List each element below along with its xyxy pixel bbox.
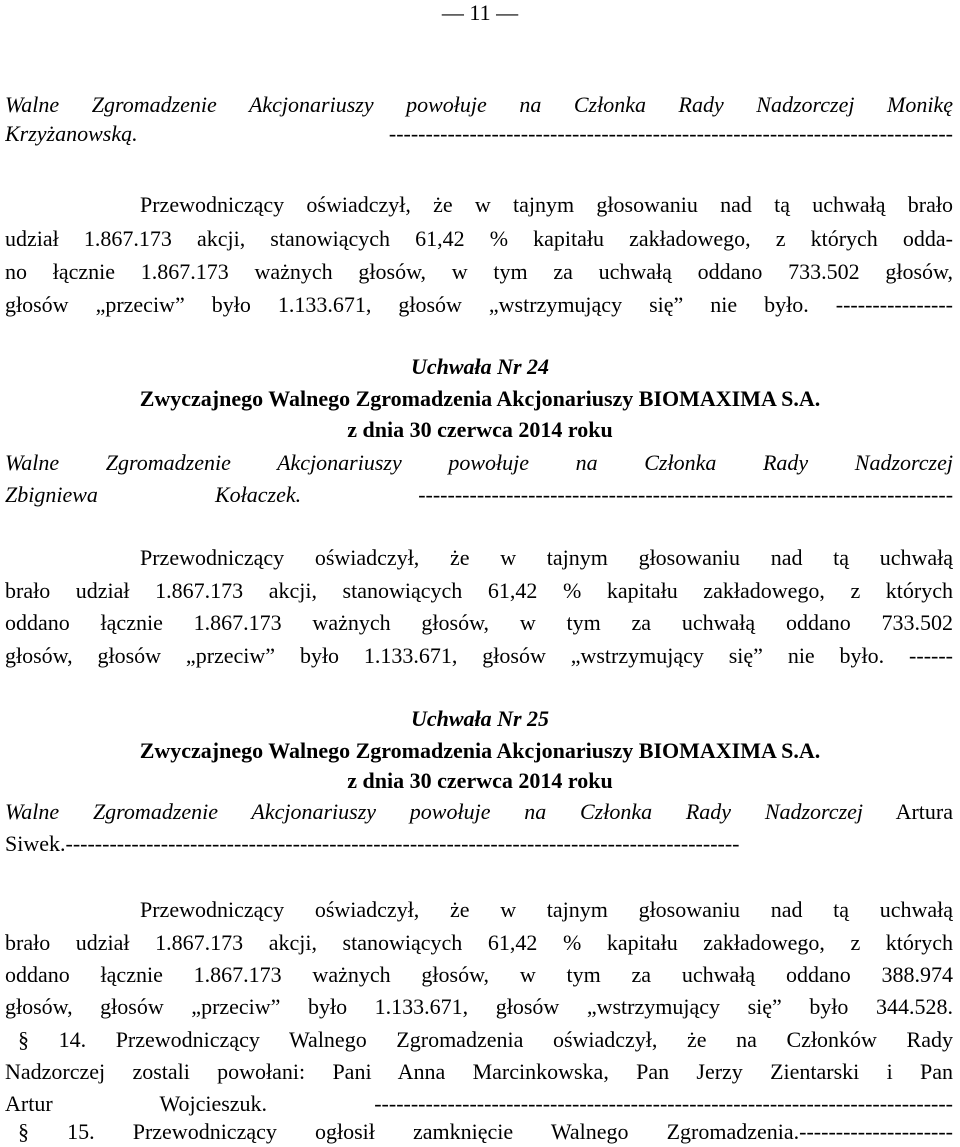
text-line: Artur Wojcieszuk. ------------------------------------------------------------------------------- xyxy=(5,1091,953,1116)
text-line: brało udział 1.867.173 akcji, stanowiących 61,42 % kapitału zakładowego, z których xyxy=(5,578,953,603)
text-line: Walne Zgromadzenie Akcjonariuszy powołuje na Członka Rady Nadzorczej Monikę xyxy=(5,92,953,117)
text-line: Przewodniczący oświadczył, że w tajnym głosowaniu nad tą uchwałą xyxy=(140,897,953,922)
text-line: oddano łącznie 1.867.173 ważnych głosów, w tym za uchwałą oddano 733.502 xyxy=(5,610,953,635)
resolution-25-title: Uchwała Nr 25 xyxy=(410,706,550,731)
paragraph-14: § 14. Przewodniczący Walnego Zgromadzenia oświadczył, że na Członków Rady xyxy=(18,1027,953,1052)
resolution-25-body: Zwyczajnego Walnego Zgromadzenia Akcjonariuszy BIOMAXIMA S.A. xyxy=(139,738,821,763)
text-line xyxy=(5,799,953,827)
text-line: oddano łącznie 1.867.173 ważnych głosów, w tym za uchwałą oddano 388.974 xyxy=(5,962,953,987)
resolution-24-title: Uchwała Nr 24 xyxy=(410,354,550,379)
dash-fill: ----------------------------------------------------------------------------- xyxy=(388,121,953,146)
paragraph-15: § 15. Przewodniczący ogłosił zamknięcie Walnego Zgromadzenia.--------------------- xyxy=(18,1119,953,1144)
text-line xyxy=(5,482,953,510)
text-line: głosów, głosów „przeciw” było 1.133.671, głosów „wstrzymujący się” było 344.528. xyxy=(5,994,953,1019)
text-line: głosów „przeciw” było 1.133.671, głosów „wstrzymujący się” nie było. ---------------- xyxy=(5,292,953,317)
page-number: — 11 — xyxy=(441,0,519,25)
text-fragment: Zbigniewa Kołaczek. xyxy=(5,482,302,507)
text-line: Przewodniczący oświadczył, że w tajnym głosowaniu nad tą uchwałą brało xyxy=(140,192,953,217)
resolution-24-date: z dnia 30 czerwca 2014 roku xyxy=(347,417,613,442)
text-fragment: Krzyżanowską. xyxy=(5,121,138,146)
text-line: brało udział 1.867.173 akcji, stanowiących 61,42 % kapitału zakładowego, z których xyxy=(5,930,953,955)
resolution-25-date: z dnia 30 czerwca 2014 roku xyxy=(347,768,613,793)
text-line: udział 1.867.173 akcji, stanowiących 61,42 % kapitału zakładowego, z których odda- xyxy=(5,226,953,251)
text-fragment: Walne Zgromadzenie Akcjonariuszy powołuje na Członka Rady Nadzorczej xyxy=(5,799,864,824)
text-line: no łącznie 1.867.173 ważnych głosów, w tym za uchwałą oddano 733.502 głosów, xyxy=(5,259,953,284)
resolution-24-body: Zwyczajnego Walnego Zgromadzenia Akcjonariuszy BIOMAXIMA S.A. xyxy=(139,386,821,411)
text-fragment: Artura xyxy=(895,799,953,824)
text-line: Nadzorczej zostali powołani: Pani Anna Marcinkowska, Pan Jerzy Zientarski i Pan xyxy=(5,1059,953,1084)
dash-fill: ------------------------------------------------------------------------- xyxy=(418,482,953,507)
text-line: Siwek.-------------------------------------------------------------------------------------------- xyxy=(5,831,740,856)
text-line xyxy=(5,121,953,149)
text-line: głosów, głosów „przeciw” było 1.133.671, głosów „wstrzymujący się” nie było. ------ xyxy=(5,643,953,668)
text-line: Walne Zgromadzenie Akcjonariuszy powołuje na Członka Rady Nadzorczej xyxy=(5,450,953,475)
text-line: Przewodniczący oświadczył, że w tajnym głosowaniu nad tą uchwałą xyxy=(140,545,953,570)
